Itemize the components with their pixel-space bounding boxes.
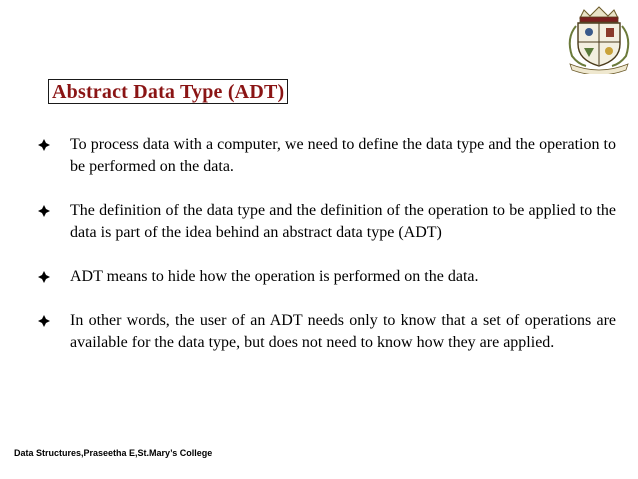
diamond-bullet-icon: [36, 200, 52, 222]
diamond-bullet-icon: [36, 310, 52, 332]
bullet-item: [36, 200, 616, 244]
bullet-text: In other words, the user of an ADT needs only to know that a set of operations are available for the data type, but does not need to know how they are applied.: [70, 312, 616, 351]
bullet-text: ADT means to hide how the operation is performed on the data.: [70, 268, 479, 285]
slide-title: Abstract Data Type (ADT): [48, 79, 288, 104]
bullet-text: To process data with a computer, we need to define the data type and the operation to be performed on the data.: [70, 136, 616, 175]
college-crest-icon: [562, 4, 636, 74]
diamond-bullet-icon: [36, 266, 52, 288]
bullet-text: The definition of the data type and the definition of the operation to be applied to the data is part of the idea behind an abstract data type (ADT): [70, 202, 616, 241]
bullet-list: [36, 134, 616, 376]
bullet-item: [36, 134, 616, 178]
bullet-item: [36, 310, 616, 354]
slide-footer: Data Structures,Praseetha E,St.Mary’s College: [14, 448, 213, 458]
diamond-bullet-icon: [36, 134, 52, 156]
bullet-item: [36, 266, 616, 288]
